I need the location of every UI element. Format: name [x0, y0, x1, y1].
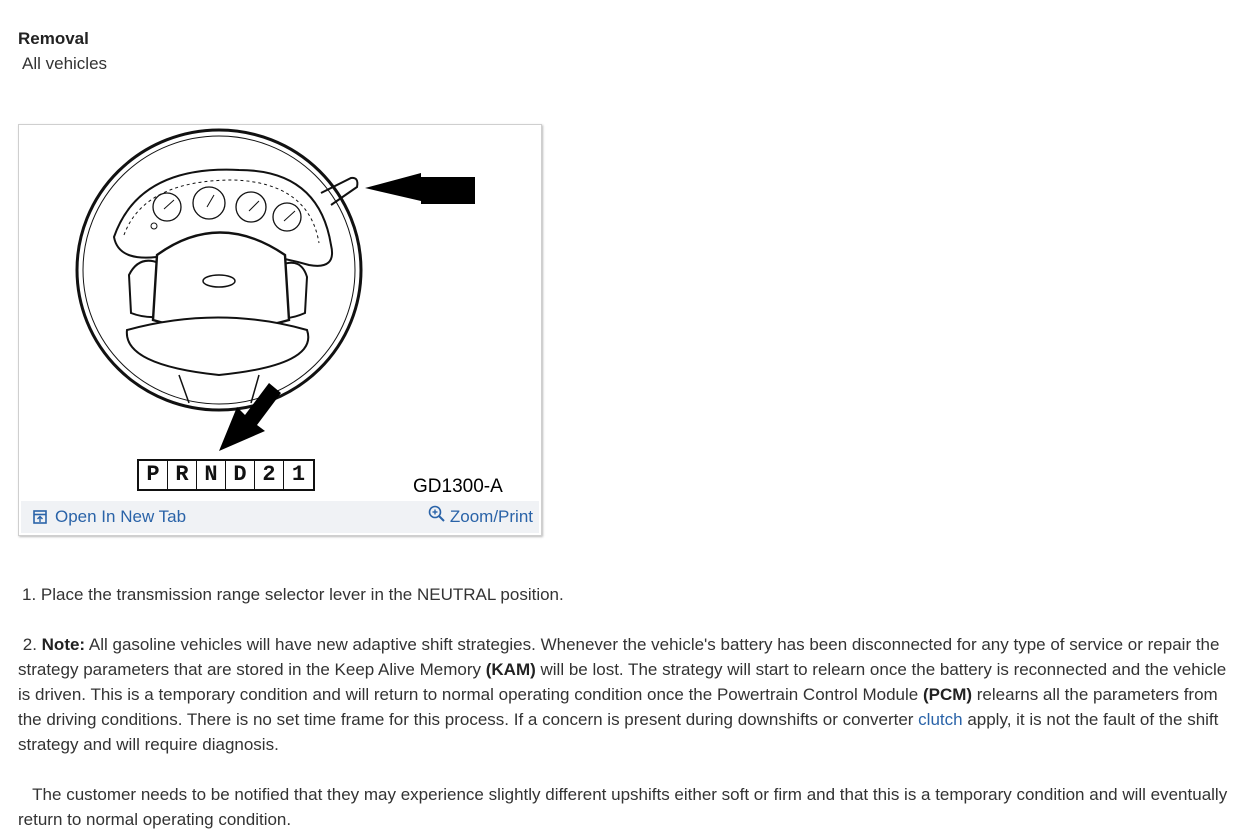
section-title: Removal: [18, 29, 89, 48]
figure-toolbar: [21, 501, 539, 533]
gear-letter-p: P: [139, 461, 168, 489]
note-label: Note:: [41, 635, 86, 654]
step-2-text-3: relearns all the parameters from the driving conditions. There is no set time frame for this process. If a concern is present during downshifts or converter: [18, 685, 1218, 729]
step-2-number: 2.: [22, 635, 37, 654]
gear-letter-1: 1: [291, 462, 306, 487]
step-2-text-1: All gasoline vehicles will have new adaptive shift strategies. Whenever the vehicle's battery has been disconnected for any type of service or repair the strategy parameters that are stored in the Keep Alive Memory: [18, 635, 1220, 679]
step-2: [18, 632, 1236, 757]
step-2-text-2: will be lost. The strategy will start to relearn once the battery is reconnected and the vehicle is driven. This is a temporary condition and will return to normal operating condition once the Powertrain Control Module: [18, 660, 1227, 704]
open-in-new-tab-link[interactable]: [33, 505, 186, 529]
zoom-print-link[interactable]: [428, 505, 533, 529]
figure-panel: [18, 124, 542, 536]
kam-abbrev: (KAM): [485, 660, 536, 679]
zoom-print-label: Zoom/Print: [449, 507, 533, 526]
zoom-in-icon: [428, 505, 446, 523]
figure-label: GD1300-A: [413, 476, 503, 497]
gear-letter-n: N: [197, 461, 226, 489]
open-new-tab-icon: [33, 510, 47, 524]
pcm-abbrev: (PCM): [922, 685, 973, 704]
step-1: 1. Place the transmission range selector lever in the NEUTRAL position.: [22, 585, 564, 604]
clutch-link[interactable]: clutch: [918, 710, 963, 729]
steering-wheel-illustration: [19, 125, 541, 501]
gear-letter-2: 2: [255, 461, 284, 489]
gear-letter-r: R: [168, 461, 197, 489]
step-3: [18, 782, 1236, 832]
step-2-text-4: apply, it is not the fault of the shift strategy and will require diagnosis.: [18, 710, 1219, 754]
open-in-new-tab-label: Open In New Tab: [55, 507, 187, 526]
section-subtitle: All vehicles: [22, 54, 108, 73]
gear-letter-d: D: [226, 461, 255, 489]
step-3-text: The customer needs to be notified that they may experience slightly different upshifts either soft or firm and that this is a temporary condition and will eventually return to normal operating condition.: [18, 785, 1228, 829]
gear-selector-indicator: [137, 459, 315, 491]
